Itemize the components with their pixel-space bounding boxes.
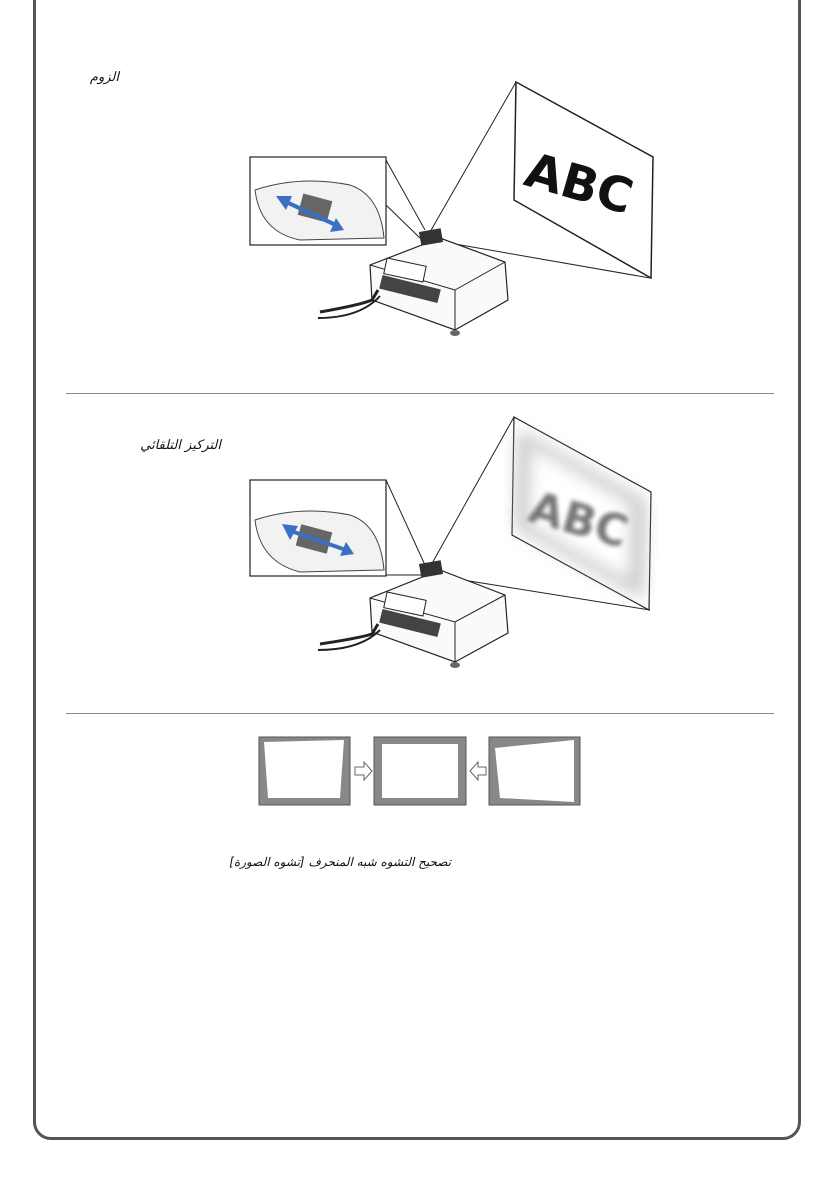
section-divider-2	[66, 713, 774, 714]
autofocus-screen-text: ABC	[523, 482, 634, 559]
keystone-illustration	[0, 736, 839, 816]
zoom-screen-text: ABC	[518, 141, 639, 226]
zoom-illustration	[0, 0, 839, 380]
keystone-label: تصحيح التشوه شبه المنحرف [تشوه الصورة]	[229, 855, 451, 869]
autofocus-illustration	[0, 400, 839, 720]
zoom-label: الزوم	[89, 70, 119, 85]
section-divider-1	[66, 393, 774, 394]
autofocus-label: التركيز التلقائي	[140, 438, 221, 453]
